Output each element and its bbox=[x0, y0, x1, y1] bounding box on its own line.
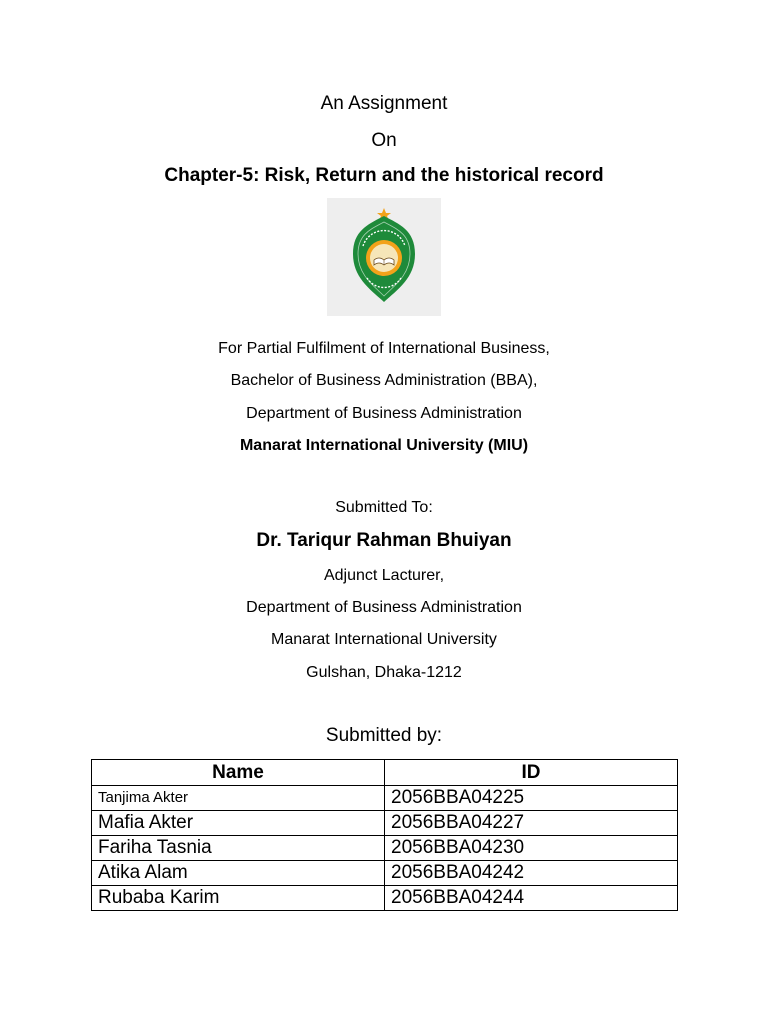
member-name: Tanjima Akter bbox=[92, 786, 385, 811]
assignment-label: An Assignment bbox=[320, 93, 448, 114]
supervisor-designation: Adjunct Lacturer, bbox=[323, 567, 445, 584]
member-id: 2056BBA04242 bbox=[385, 861, 678, 886]
table-row bbox=[92, 886, 678, 911]
fulfilment-university: Manarat International University (MIU) bbox=[239, 437, 529, 454]
table-header-row bbox=[92, 760, 678, 786]
member-id: 2056BBA04230 bbox=[385, 836, 678, 861]
supervisor-department: Department of Business Administration bbox=[246, 599, 522, 616]
fulfilment-line-3: Department of Business Administration bbox=[246, 405, 522, 422]
supervisor-university: Manarat International University bbox=[271, 631, 497, 648]
member-name: Rubaba Karim bbox=[92, 886, 385, 911]
table-row bbox=[92, 861, 678, 886]
supervisor-name: Dr. Tariqur Rahman Bhuiyan bbox=[256, 530, 512, 551]
submitted-to-label: Submitted To: bbox=[335, 499, 433, 516]
table-row bbox=[92, 836, 678, 861]
member-name: Fariha Tasnia bbox=[92, 836, 385, 861]
column-header-id: ID bbox=[385, 760, 678, 786]
table-row bbox=[92, 811, 678, 836]
fulfilment-line-2: Bachelor of Business Administration (BBA), bbox=[230, 372, 538, 389]
column-header-name: Name bbox=[92, 760, 385, 786]
university-seal-icon bbox=[327, 198, 441, 316]
member-name: Mafia Akter bbox=[92, 811, 385, 836]
member-id: 2056BBA04225 bbox=[385, 786, 678, 811]
on-label: On bbox=[371, 130, 397, 151]
submitted-by-label: Submitted by: bbox=[325, 725, 443, 746]
member-id: 2056BBA04227 bbox=[385, 811, 678, 836]
member-id: 2056BBA04244 bbox=[385, 886, 678, 911]
university-logo bbox=[327, 198, 441, 316]
fulfilment-line-1: For Partial Fulfilment of International Business, bbox=[218, 340, 550, 357]
assignment-title: Chapter-5: Risk, Return and the historical record bbox=[164, 165, 604, 186]
table-row bbox=[92, 786, 678, 811]
members-table bbox=[91, 759, 678, 911]
member-name: Atika Alam bbox=[92, 861, 385, 886]
supervisor-address: Gulshan, Dhaka-1212 bbox=[306, 664, 462, 681]
